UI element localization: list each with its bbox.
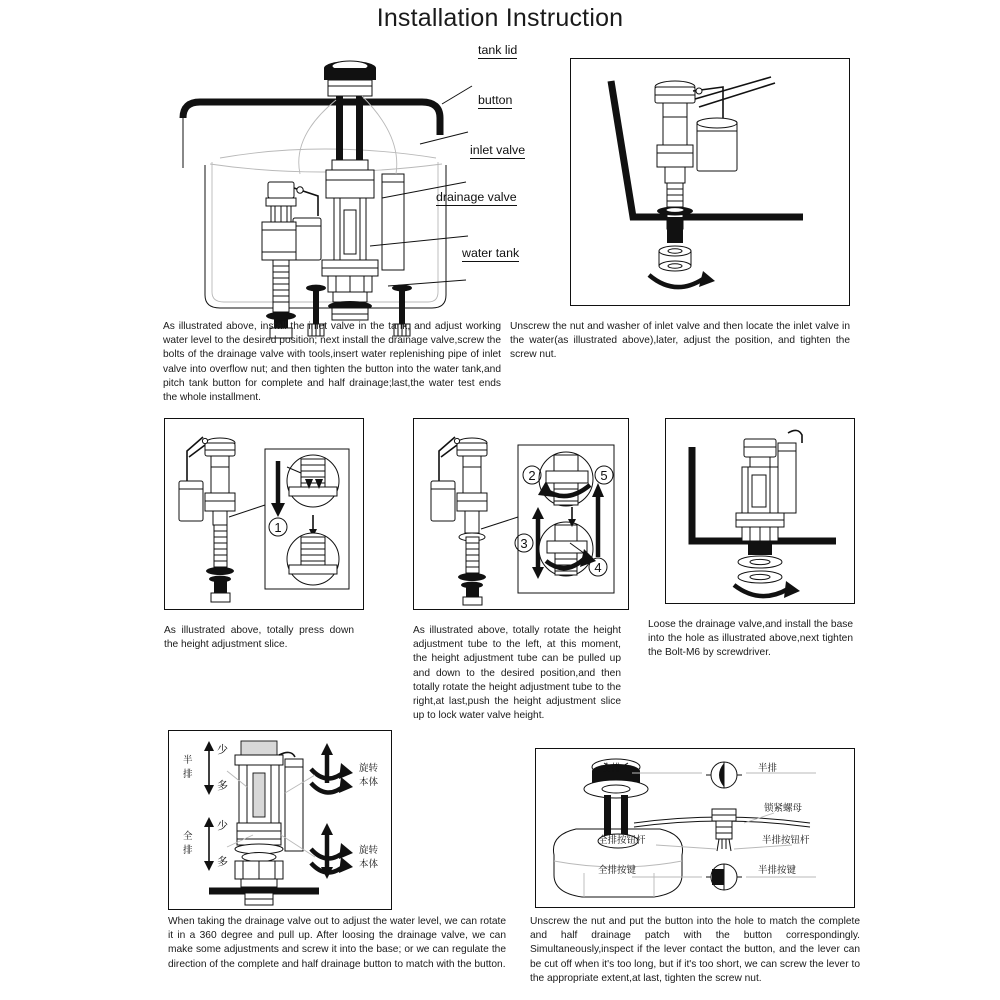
step-marker-3: 3: [520, 536, 528, 551]
panel-inlet-valve-mounting: [570, 58, 850, 306]
label-full-drainage: 全: [183, 831, 193, 842]
label-half-drainage-2: 排: [183, 769, 193, 780]
step-marker-1: 1: [274, 520, 282, 535]
tank-lid-button-graphic: [553, 759, 682, 897]
callout-inlet-valve: inlet valve: [470, 143, 526, 157]
label-rotate-body-bottom-1: 旋转: [359, 845, 379, 856]
label-rotate-body-top-1: 旋转: [359, 763, 379, 774]
panel-button-rod-matching: [535, 748, 855, 908]
inlet-valve-graphic: [262, 182, 321, 338]
legend-half-drainage-key: 半排按键: [758, 865, 797, 876]
callout-water-tank: water tank: [462, 246, 520, 260]
label-rotate-body-top-2: 本体: [359, 777, 379, 788]
label-less-bottom: 少: [217, 819, 228, 832]
legend-full-drainage-rod: 全排按钮杆: [598, 835, 646, 846]
inlet-valve-graphic: [431, 437, 487, 605]
legend-half-drainage-rod: 半排按钮杆: [762, 835, 810, 846]
label-less-top: 少: [217, 743, 228, 756]
callout-tank-lid: tank lid: [478, 43, 518, 57]
label-more-top: 多: [217, 779, 228, 792]
label-half-drainage: 半: [183, 755, 193, 766]
panel-rotate-height-tube: [413, 418, 629, 610]
caption-figure-4: As illustrated above, totally rotate the height adjustment tube to the left, at this moment, the height adjustment tube can be pulled up and down to the desired position,and then totally rotate the height adjustment tube to the right,at last,push the height adjustment slice up to lock water valve height.: [413, 625, 621, 722]
legend-full-drainage-top: 全排: [602, 763, 622, 774]
label-more-bottom: 多: [217, 855, 228, 868]
step-marker-2: 2: [528, 468, 536, 483]
caption-figure-5: Loose the drainage valve,and install the base into the hole as illustrated above,next tighten the Bolt-M6 by screwdriver.: [648, 619, 853, 659]
caption-figure-6: When taking the drainage valve out to adjust the water level, we can rotate it in a 360 degree and pull up. After loosing the drainage valve, we can make some adjustments and screw it into the base; or we can regulate the direction of the complete and half drainage button to match with the button.: [168, 916, 506, 970]
label-full-drainage-2: 排: [183, 845, 193, 856]
step-marker-5: 5: [600, 468, 608, 483]
label-rotate-body-bottom-2: 本体: [359, 859, 379, 870]
panel-press-height-slice: [164, 418, 364, 610]
callout-drainage-valve: drainage valve: [436, 190, 517, 204]
legend-full-drainage-key: 全排按键: [598, 865, 637, 876]
figure-tank-assembly-overview: [150, 40, 550, 310]
legend-lock-nut: 锁紧螺母: [764, 803, 803, 814]
panel-drainage-base-install: [665, 418, 855, 604]
callout-button: button: [478, 93, 513, 107]
rotate-body-symbol-top: [311, 743, 353, 793]
page-title: Installation Instruction: [376, 4, 624, 32]
caption-figure-7: Unscrew the nut and put the button into the hole to match the complete and half drainage patch with the button correspondingly. Simultaneously,inspect if the lever contact the button, and the lever can be cut off when it's too long, but if it's too short, we can screw the lever to the appropriate extent,at last, tighten the screw nut.: [530, 916, 860, 984]
panel-water-level-adjustment: [168, 730, 392, 910]
legend-half-drainage-top: 半排: [758, 763, 778, 774]
caption-figure-1: As illustrated above, install the inlet valve in the tank, and adjust working water level to the desired position; next install the drainage valve,screw the bolts of the drainage valve with tools,insert water replenishing pipe of inlet valve into overflow nut; and then tighten the button into the water tank,and pitch tank button for complete and half drainage;last,the water test ends the whole installment.: [163, 321, 501, 404]
caption-figure-3: As illustrated above, totally press down the height adjustment slice.: [164, 625, 354, 651]
step-marker-4: 4: [594, 560, 602, 575]
inlet-valve-graphic: [179, 437, 235, 602]
rotate-body-symbol-bottom: [311, 823, 353, 879]
caption-figure-2: Unscrew the nut and washer of inlet valve and then locate the inlet valve in the water(as illustrated above),later, adjust the position, and tighten the screw nut.: [510, 321, 850, 361]
